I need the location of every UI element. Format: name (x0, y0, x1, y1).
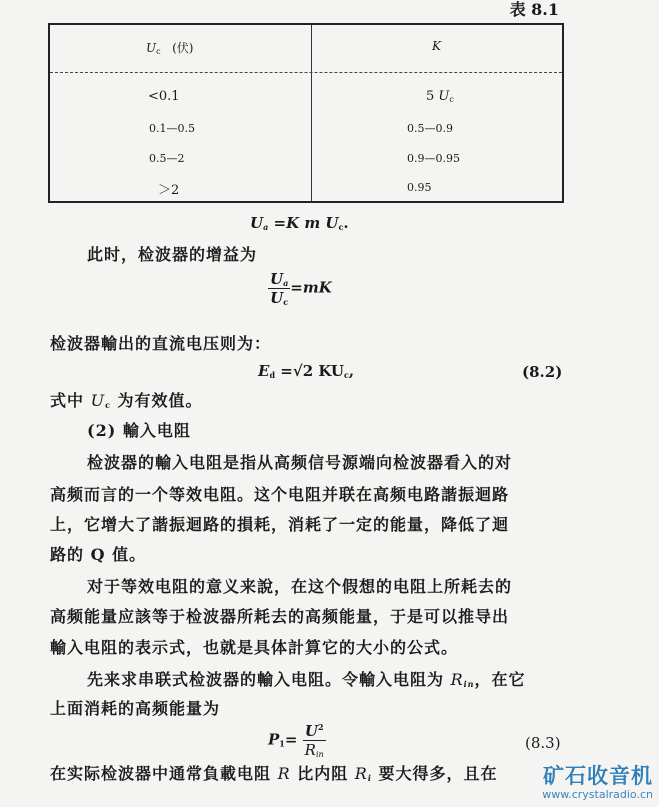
paragraph-line: 上面消耗的高频能量为 (50, 699, 221, 718)
table-cell-uc: ＞2 (158, 183, 180, 198)
table-cell-uc: 0.5—2 (149, 152, 185, 165)
paragraph: 式中 $U_c$ 为有效值。 (50, 391, 203, 410)
data-table (48, 23, 564, 203)
paragraph-line: 路的 Q 值。 (50, 545, 147, 564)
paragraph-line: 先来求串联式检波器的輸入电阻。令輸入电阻为 $R_{in}$，在它 (87, 670, 526, 689)
table-cell-k: 5 $U_c$ (426, 89, 454, 104)
table-cell-k: 0.95 (407, 181, 432, 194)
paragraph-line: 輸入电阻的表示式，也就是具体計算它的大小的公式。 (50, 638, 459, 657)
equation-number: (8.2) (522, 363, 563, 381)
watermark-logo: 矿石收音机 (543, 764, 653, 788)
table-caption: 表 8.1 (509, 0, 559, 19)
equation-number: (8.3) (525, 734, 561, 752)
table-cell-k: 0.5—0.9 (407, 122, 453, 135)
table-cell-uc: <0.1 (148, 89, 180, 104)
watermark-url: www.crystalradio.cn (542, 788, 653, 801)
paragraph-line: 上，它增大了諧振迴路的損耗，消耗了一定的能量，降低了迴 (50, 515, 510, 534)
table-cell-uc: 0.1—0.5 (149, 122, 195, 135)
paragraph: 此时，检波器的增益为 (87, 245, 258, 264)
paragraph-line: 高频而言的一个等效电阻。这个电阻并联在高频电路諧振迴路 (50, 485, 510, 504)
section-heading: (2) 輸入电阻 (87, 421, 191, 440)
header-k: K (432, 39, 441, 53)
equation-ed: $E_d =√2$ $KU_c$, (258, 362, 355, 380)
paragraph-line: 检波器的輸入电阻是指从高频信号源端向检波器看入的对 (87, 453, 513, 472)
table-cell-k: 0.9—0.95 (407, 152, 460, 165)
header-divider (50, 72, 562, 73)
equation-ua: $U_a =K$ m $U_c$. (250, 214, 349, 232)
equation-p1: $P_1=$ $\frac{U^2}{R_{in}}$ (268, 722, 324, 759)
paragraph-line: 对于等效电阻的意义来說，在这个假想的电阻上所耗去的 (87, 577, 513, 596)
equation-gain: $\frac{U_a}{U_c}$ =mK (270, 270, 332, 307)
column-divider (311, 25, 312, 201)
paragraph: 检波器輸出的直流电压则为： (50, 334, 272, 353)
paragraph-line: 高频能量应該等于检波器所耗去的高频能量，于是可以推导出 (50, 607, 510, 626)
header-uc: $U_c$ (伏) (146, 41, 194, 56)
paragraph-line: 在实际检波器中通常負載电阻 R 比内阻 $R_i$ 要大得多，且在 (50, 764, 498, 783)
